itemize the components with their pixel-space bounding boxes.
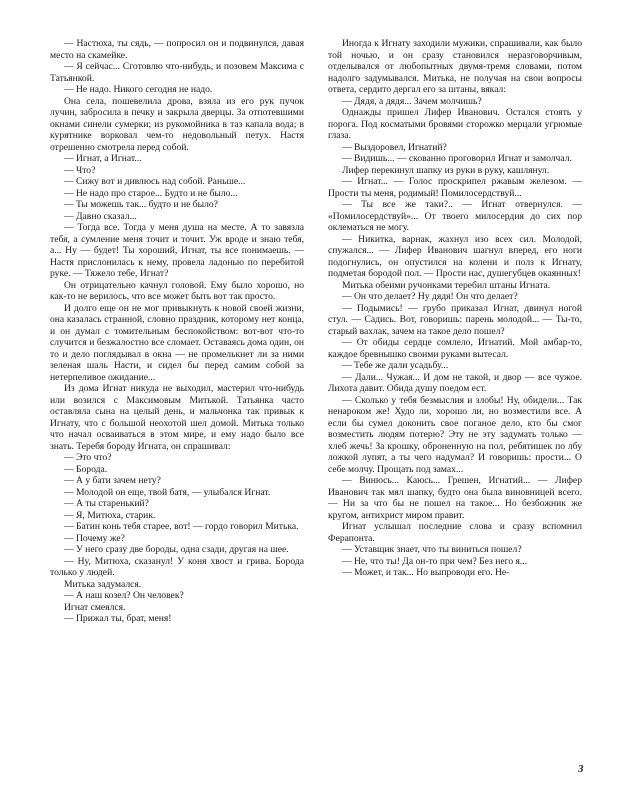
paragraph: — Настюха, ты сядь, — попросил он и подвинулся, давая место на скамейке. (50, 38, 304, 61)
paragraph: — Борода. (64, 463, 108, 475)
paragraph: — Может, и так... Но выпроводи его. Не- (342, 567, 510, 578)
paragraph: — Ты можешь так... будто и не было? (64, 199, 218, 210)
paragraph: — Это что? (64, 452, 112, 463)
paragraph: Лифер перекинул шапку из руки в руку, кашлянул. (342, 164, 550, 176)
page-number: 3 (578, 763, 584, 775)
paragraph: Она села, пошевелила дрова, взяла из его рук пучок лучин, забросила в печку и закрыла дверцы. За отпотевшими окнами синели сумерки; из рукомойника в таз капала вода; в курятнике ворковал чем-то недовольный петух. Настя отрешенно смотрела перед собой. (50, 95, 304, 153)
paragraph: — Выздоровел, Игнатий? (342, 141, 447, 153)
paragraph: — Сколько у тебя безмыслия и злобы! Ну, обидели... Так ненароком же! Худо ли, хорошо ли, но возместили все. А если бы сумел доконить свое поганое дело, кто бы смог возместить людям потерю? Эту не эту задумать только — хлеб жечь! За крошку, оброненную на пол, ребятишек по лбу ложкой лупят, а ты чего надумал? И говоришь: прости... О себе молчу. Прощать под замах... (328, 394, 582, 475)
paragraph: — Я сейчас... Сготовлю что-нибудь, и позовем Максима с Татьянкой. (50, 61, 304, 84)
paragraph: — Винюсь... Каюсь... Грешен, Игнатий... — Лифер Иванович так мял шапку, будто она была виновницей всего. — Ни за что бы не пошел на такое... Но безбожник же кругом, антихрист миром правит. (328, 475, 582, 521)
paragraph: — У него сразу две бороды, одна сзади, другая на шее. (64, 544, 289, 555)
paragraph: — Тогда все. Тогда у меня душа на месте. А то завязла тебя, а сумление меня точит и точит. Уж вроде и знаю тебя, а... Ну — будет! Ты хороший, Игнат, ты все понимаешь. — Настя прислонилась к нему, провела ладонью по перебитой руке. — Тяжело тебе, Игнат? (50, 222, 304, 279)
paragraph: — Он что делает? Ну дядя! Он что делает? (342, 291, 518, 302)
paragraph: — Тебе же дали усадьбу... (342, 360, 449, 371)
paragraph: — А наш козел? Он человек? (64, 590, 184, 601)
paragraph: Он отрицательно качнул головой. Ему было хорошо, но как-то не верилось, что все может быть вот так просто. (50, 279, 304, 302)
paragraph: — Не надо. Никого сегодня не надо. (64, 84, 213, 95)
paragraph: — Уставщик знает, что ты виниться пошел? (342, 544, 522, 555)
paragraph: — Молодой он еще, твой батя, — улыбался Игнат. (64, 486, 271, 498)
paragraph: — Не надо про старое... Будто и не было... (64, 187, 238, 199)
paragraph: — Дали... Чужая... И дом не такой, и двор — все чужое. Лихота давит. Обида душу поедом ест. (328, 371, 582, 394)
paragraph: — Что? (64, 164, 96, 176)
paragraph: — Никитка, варнак, жахнул изо всех сил. Молодой, спужался... — Лифер Иванович шагнул вперед, его ноги подогнулись, он опустился на колени и полз к Игнату, подметая бородой пол. — Прости нас, душегубцев окаянных! (328, 233, 582, 279)
paragraph: — Сижу вот и дивлюсь над собой. Раньше... (64, 176, 246, 187)
paragraph: — Не, что ты! Да он-то при чем? Без него я... (342, 555, 528, 567)
paragraph: — Давно сказал... (64, 210, 137, 222)
paragraph: Из дома Игнат никуда не выходил, мастерил что-нибудь или возился с Максимовым Митькой. Татьянка часто оставляла сына на целый день, и мальчонка так привык к Игнату, что с большой неохотой шел домой. Митька только что начал осваиваться в этом мире, и ему надо было все знать. Теребя бороду Игната, он спрашивал: (50, 383, 304, 452)
paragraph: Митька обеими ручонками теребил штаны Игната. (342, 279, 551, 291)
paragraph: Иногда к Игнату заходили мужики, спрашивали, как было той ночью, и он сразу становился неразговорчивым, отделывался от любопытных двумя-тремя словами, потом надолго задумывался. Митька, не получая на свои вопросы ответа, сердито дергал его за штаны, вякал: (328, 38, 582, 95)
paragraph: — Я, Митюха, старик. (64, 509, 156, 521)
paragraph: — Батин конь тебя старее, вот! — гордо говорил Митька. (64, 521, 299, 532)
paragraph: — Ну, Митюха, сказанул! У коня хвост и грива. Борода только у людей. (50, 555, 304, 578)
paragraph: — Прижал ты, брат, меня! (64, 613, 172, 624)
paragraph: — Подымись! — грубо приказал Игнат, двинул ногой стул. — Садись. Вот, говоришь: парень молодой... — Ты-то, старый вахлак, зачем на такое дело пошел? (328, 302, 582, 337)
paragraph: Игнат смеялся. (64, 601, 126, 613)
paragraph: — От обиды сердце сомлело, Игнатий. Мой амбар-то, каждое бревнышко своими руками вытесал. (328, 337, 582, 360)
paragraph: Однажды пришел Лифер Иванович. Остался стоять у порога. Под косматыми бровями сторожко мерцали угрюмые глаза. (328, 107, 582, 141)
paragraph: И долго еще он не мог привыкнуть к новой своей жизни, она казалась странной, словно праздник, которому нет конца, и он думал с томительным беспокойством: вот-вот что-то случится и безжалостно все сломает. Оставаясь дома один, он то и дело поглядывал в окна — не промелькнет ли за ними зеленая шаль Насти, и сидел бы перед самим собой за нетерпеливое ожидание... (50, 302, 304, 383)
paragraph: — А ты старенький? (64, 498, 149, 509)
paragraph: Игнат услышал последние слова и сразу вспомнил Ферапонта. (328, 521, 582, 544)
paragraph: — Почему же? (64, 532, 125, 544)
paragraph: — А у бати зачем нету? (64, 475, 161, 486)
paragraph: — Дядя, а дядя... Зачем молчишь? (342, 95, 482, 107)
left-column (50, 38, 304, 625)
right-column (328, 38, 582, 579)
paragraph: — Игнат, а Игнат... (64, 153, 142, 164)
paragraph: — Игнат... — Голос проскрипел ржавым железом. — Прости ты меня, родимый! Помилосердствуй... (328, 176, 582, 199)
paragraph: Митька задумался. (64, 578, 142, 590)
paragraph: — Ты все же таки?.. — Игнат отвернулся. — «Помилосердствуй»... От твоего милосердия до сих пор оклематься не могу. (328, 199, 582, 233)
paragraph: — Видишь... — скованно проговорил Игнат и замолчал. (342, 153, 572, 164)
